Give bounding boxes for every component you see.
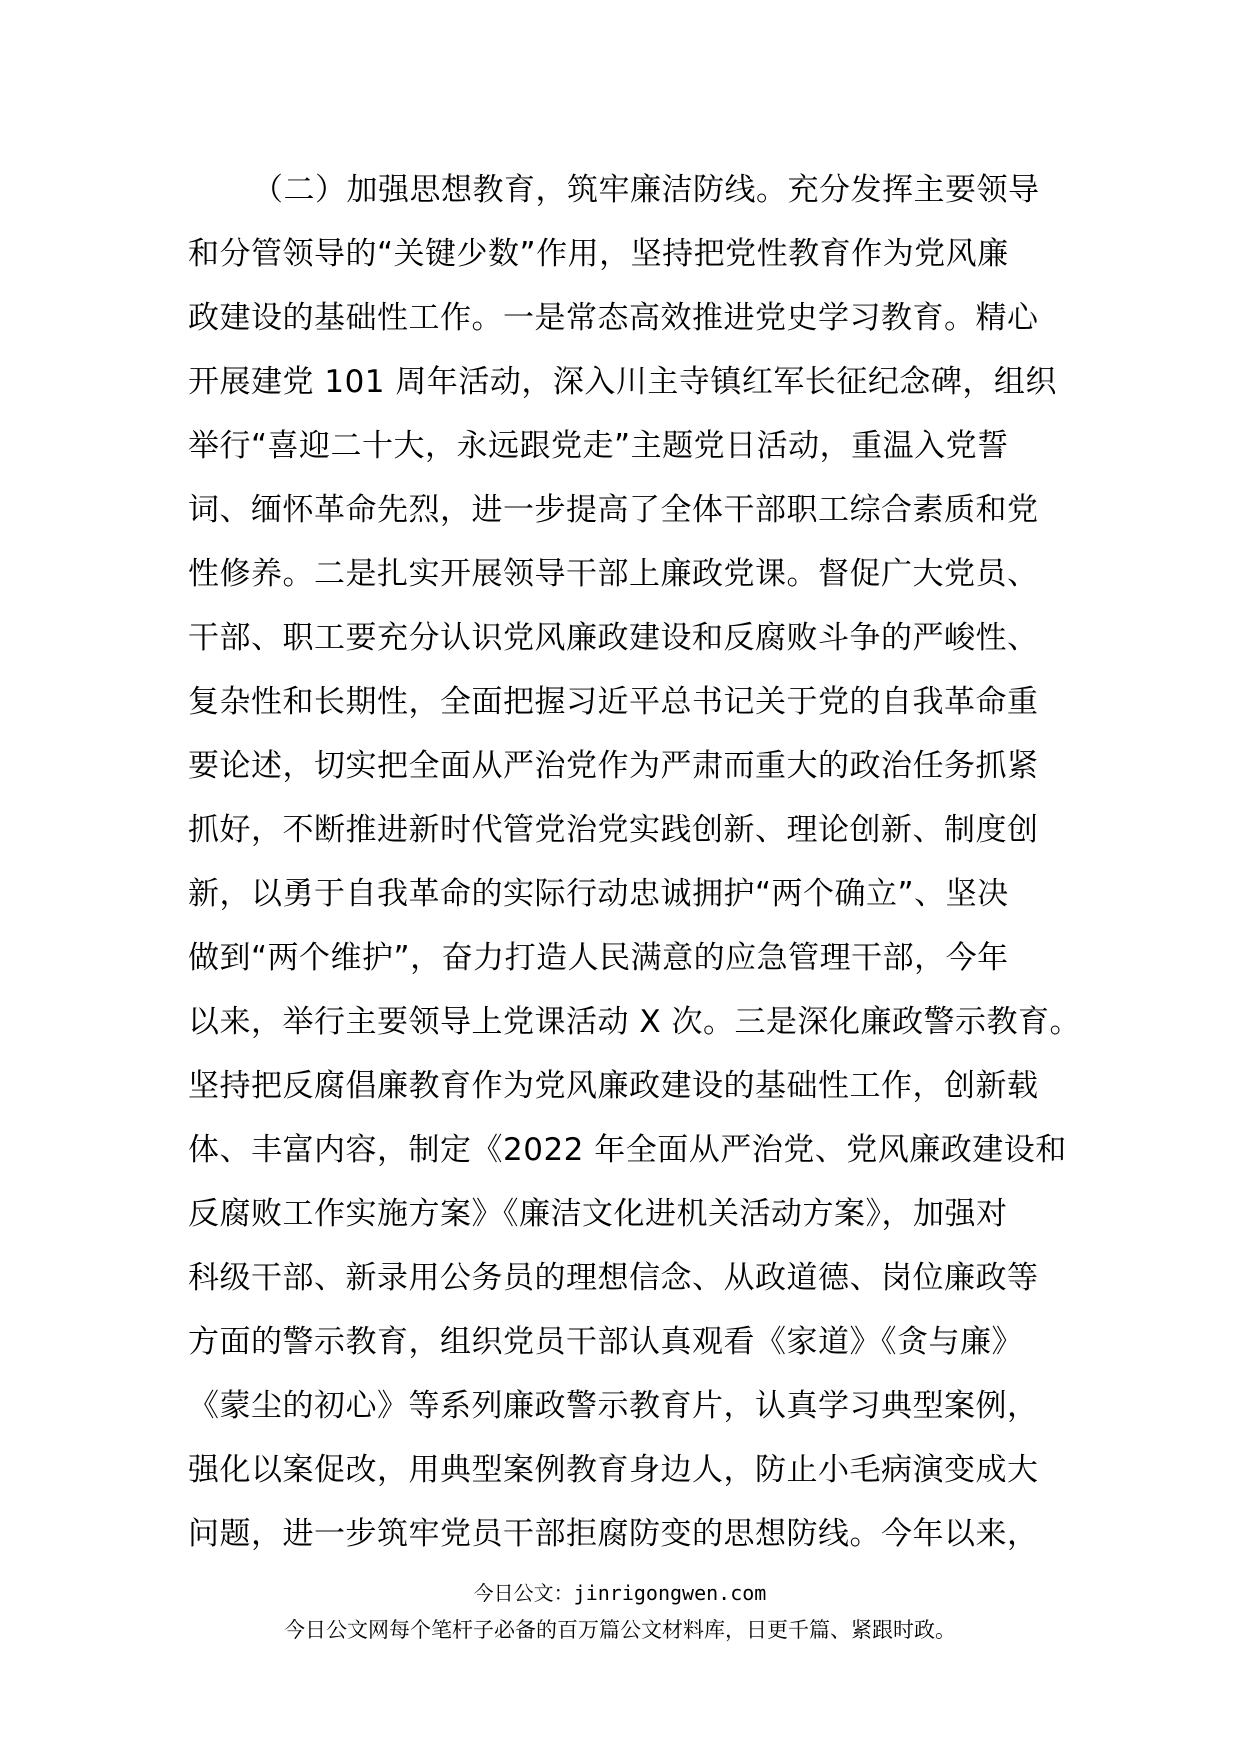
- paragraph-line: 以来，举行主要领导上党课活动 X 次。三是深化廉政警示教育。: [188, 1004, 1081, 1040]
- paragraph-line: 和分管领导的“关键少数”作用，坚持把党性教育作为党风廉: [188, 236, 1009, 272]
- paragraph-line: 性修养。二是扎实开展领导干部上廉政党课。督促广大党员、: [188, 556, 1039, 592]
- paragraph-line: 政建设的基础性工作。一是常态高效推进党史学习教育。精心: [188, 300, 1039, 336]
- paragraph-line: 坚持把反腐倡廉教育作为党风廉政建设的基础性工作，创新载: [188, 1068, 1039, 1104]
- paragraph-line: （二）加强思想教育，筑牢廉洁防线。充分发挥主要领导: [252, 172, 1040, 208]
- paragraph-line: 开展建党 101 周年活动，深入川主寺镇红军长征纪念碑，组织: [188, 364, 1057, 400]
- paragraph-line: 方面的警示教育，组织党员干部认真观看《家道》《贪与廉》: [188, 1324, 1023, 1360]
- paragraph-line: 问题，进一步筑牢党员干部拒腐防变的思想防线。今年以来，: [188, 1516, 1039, 1552]
- footer-site-link[interactable]: jinrigongwen.com: [573, 1581, 767, 1605]
- paragraph-line: 反腐败工作实施方案》《廉洁文化进机关活动方案》，加强对: [188, 1196, 1008, 1232]
- paragraph-line: 抓好，不断推进新时代管党治党实践创新、理论创新、制度创: [188, 812, 1039, 848]
- paragraph-line: 举行“喜迎二十大，永远跟党走”主题党日活动，重温入党誓: [188, 428, 1009, 464]
- paragraph-line: 词、缅怀革命先烈，进一步提高了全体干部职工综合素质和党: [188, 492, 1039, 528]
- paragraph-line: 科级干部、新录用公务员的理想信念、从政道德、岗位廉政等: [188, 1260, 1039, 1296]
- paragraph-line: 新，以勇于自我革命的实际行动忠诚拥护“两个确立”、坚决: [188, 876, 1009, 912]
- footer-site-label: 今日公文：: [473, 1581, 574, 1605]
- paragraph-line: 《蒙尘的初心》等系列廉政警示教育片，认真学习典型案例，: [188, 1388, 1039, 1424]
- paragraph-line: 做到“两个维护”，奋力打造人民满意的应急管理干部，今年: [188, 940, 1009, 976]
- paragraph-line: 干部、职工要充分认识党风廉政建设和反腐败斗争的严峻性、: [188, 620, 1039, 656]
- footer-slogan: 今日公文网每个笔杆子必备的百万篇公文材料库，日更千篇、紧跟时政。: [284, 1618, 956, 1642]
- paragraph-line: 强化以案促改，用典型案例教育身边人，防止小毛病演变成大: [188, 1452, 1039, 1488]
- footer-site-line: [0, 1580, 1240, 1606]
- paragraph-line: 复杂性和长期性，全面把握习近平总书记关于党的自我革命重: [188, 684, 1039, 720]
- document-body: [188, 158, 1081, 1566]
- paragraph-line: 体、丰富内容，制定《2022 年全面从严治党、党风廉政建设和: [188, 1132, 1067, 1168]
- paragraph-line: 要论述，切实把全面从严治党作为严肃而重大的政治任务抓紧: [188, 748, 1039, 784]
